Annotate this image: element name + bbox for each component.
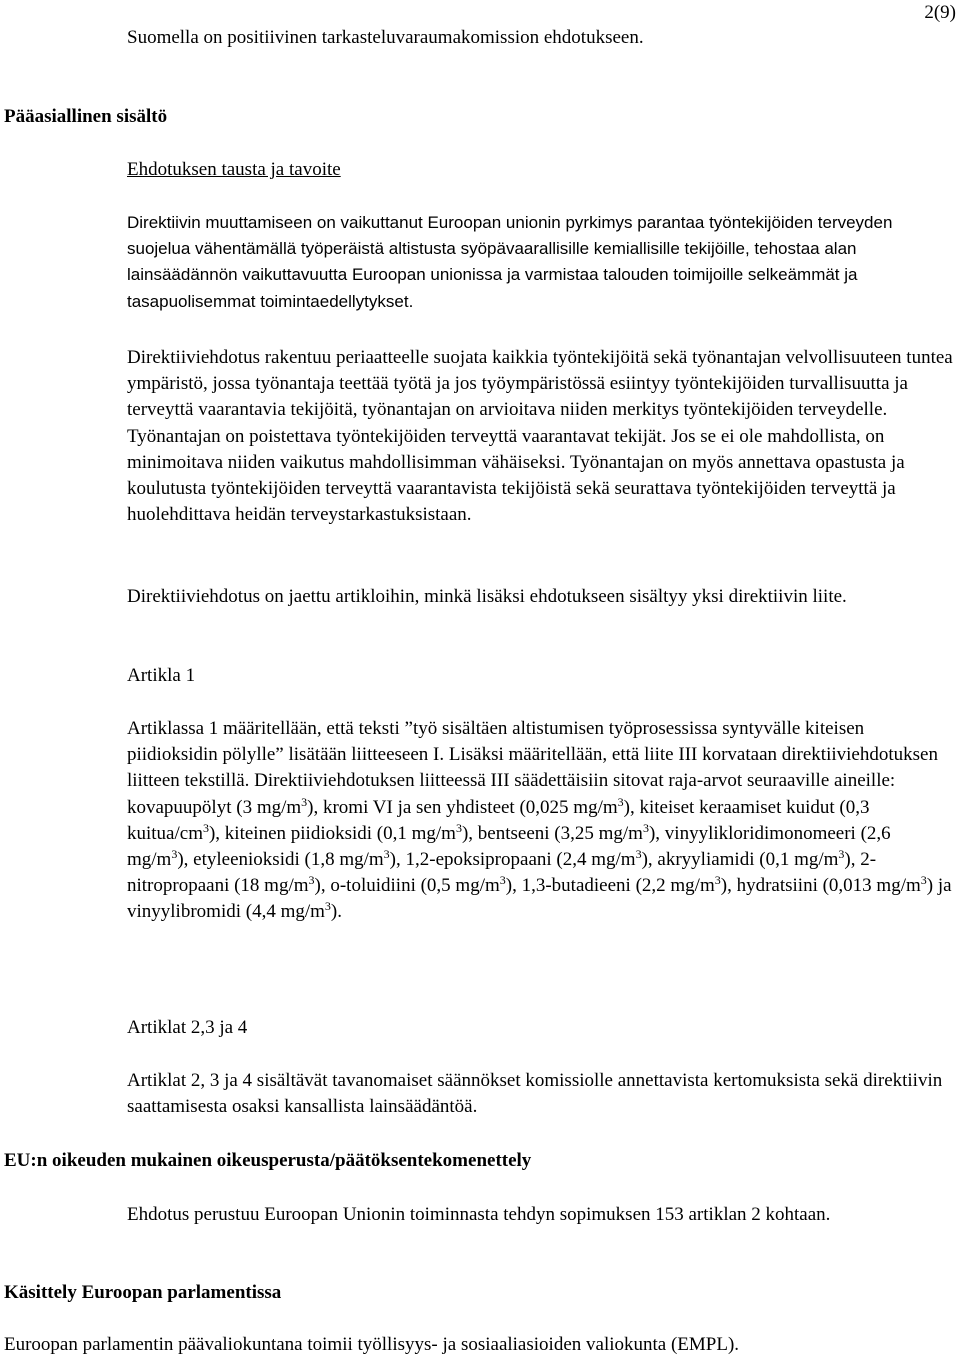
- parliament-heading: Käsittely Euroopan parlamentissa: [4, 1282, 282, 1303]
- articles-paragraph: Direktiiviehdotus on jaettu artikloihin, minkä lisäksi ehdotukseen sisältyy yksi direktiivin liite.: [127, 586, 847, 607]
- background-subheading: Ehdotuksen tausta ja tavoite: [127, 159, 341, 180]
- articles234-paragraph: Artiklat 2, 3 ja 4 sisältävät tavanomaiset säännökset komissiolle annettavista kertomuksista sekä direktiivin saattamisesta osaksi kansallista lainsäädäntöä.: [127, 1070, 943, 1118]
- main-content-heading: Pääasiallinen sisältö: [4, 106, 168, 127]
- page-number: 2(9): [924, 2, 956, 23]
- background-paragraph: Direktiivin muuttamiseen on vaikuttanut Euroopan unionin pyrkimys parantaa työntekijöiden terveyden suojelua vähentämällä työperäistä altistusta syöpävaarallisille kemiallisille tekijöille, tehostaa alan lainsäädännön vaikuttavuutta Euroopan unionissa ja varmistaa talouden toimijoille selkeämmät ja tasapuolisemmat toimintaedellytykset.: [127, 213, 893, 311]
- principle-paragraph: Direktiiviehdotus rakentuu periaatteelle suojata kaikkia työntekijöitä sekä työnantajan velvollisuuteen tuntea ympäristö, jossa työnantaja teettää työtä ja jos työympäristössä esiintyy työntekijöiden turvallisuutta ja terveyttä vaarantavia tekijöitä, työnantajan on arvioitava niiden merkitys työntekijöiden terveydelle. Työnantajan on poistettava työntekijöiden terveyttä vaarantavat tekijät. Jos se ei ole mahdollista, on minimoitava niiden vaikutus mahdollisimman vähäiseksi. Työnantajan on myös annettava opastusta ja koulutusta työntekijöiden terveyttä vaarantavista tekijöistä sekä seurattava työntekijöiden terveyttä ja huolehdittava heidän terveystarkastuksistaan.: [127, 347, 953, 526]
- legal-basis-paragraph: Ehdotus perustuu Euroopan Unionin toiminnasta tehdyn sopimuksen 153 artiklan 2 kohtaan.: [127, 1204, 831, 1225]
- articles234-heading: Artiklat 2,3 ja 4: [127, 1017, 248, 1038]
- legal-basis-heading: EU:n oikeuden mukainen oikeusperusta/päätöksentekomenettely: [4, 1150, 532, 1171]
- parliament-paragraph: Euroopan parlamentin päävaliokuntana toimii työllisyys- ja sosiaaliasioiden valiokunta (EMPL).: [4, 1334, 740, 1355]
- intro-line: Suomella on positiivinen tarkasteluvaraumakomission ehdotukseen.: [127, 27, 644, 48]
- article1-heading: Artikla 1: [127, 665, 196, 686]
- article1-paragraph: Artiklassa 1 määritellään, että teksti ”työ sisältäen altistumisen työprosessissa syntyvälle kiteisen piidioksidin pölylle” lisätään liitteeseen I. Lisäksi määritellään, että liite III korvataan direktiiviehdotuksen liitteen tekstillä. Direktiiviehdotuksen liitteessä III säädettäisiin sitovat raja-arvot seuraaville aineille: kovapuupölyt (3 $mg/m^3$), kromi VI ja sen yhdisteet (0,025 $mg/m^3$), kiteiset keraamiset kuidut (0,3 kuitua/$cm^3$), kiteinen piidioksidi (0,1 $mg/m^3$), bentseeni (3,25 $mg/m^3$), vinyylikloridimonomeeri (2,6 $mg/m^3$), etyleenioksidi (1,8 $mg/m^3$), 1,2-epoksipropaani (2,4 $mg/m^3$), akryyliamidi (0,1 $mg/m^3$), 2-nitropropaani (18 $mg/m^3$), o-toluidiini (0,5 $mg/m^3$), 1,3-butadieeni (2,2 $mg/m^3$), hydratsiini (0,013 $mg/m^3$) ja vinyylibromidi (4,4 $mg/m^3$).: [127, 718, 952, 923]
